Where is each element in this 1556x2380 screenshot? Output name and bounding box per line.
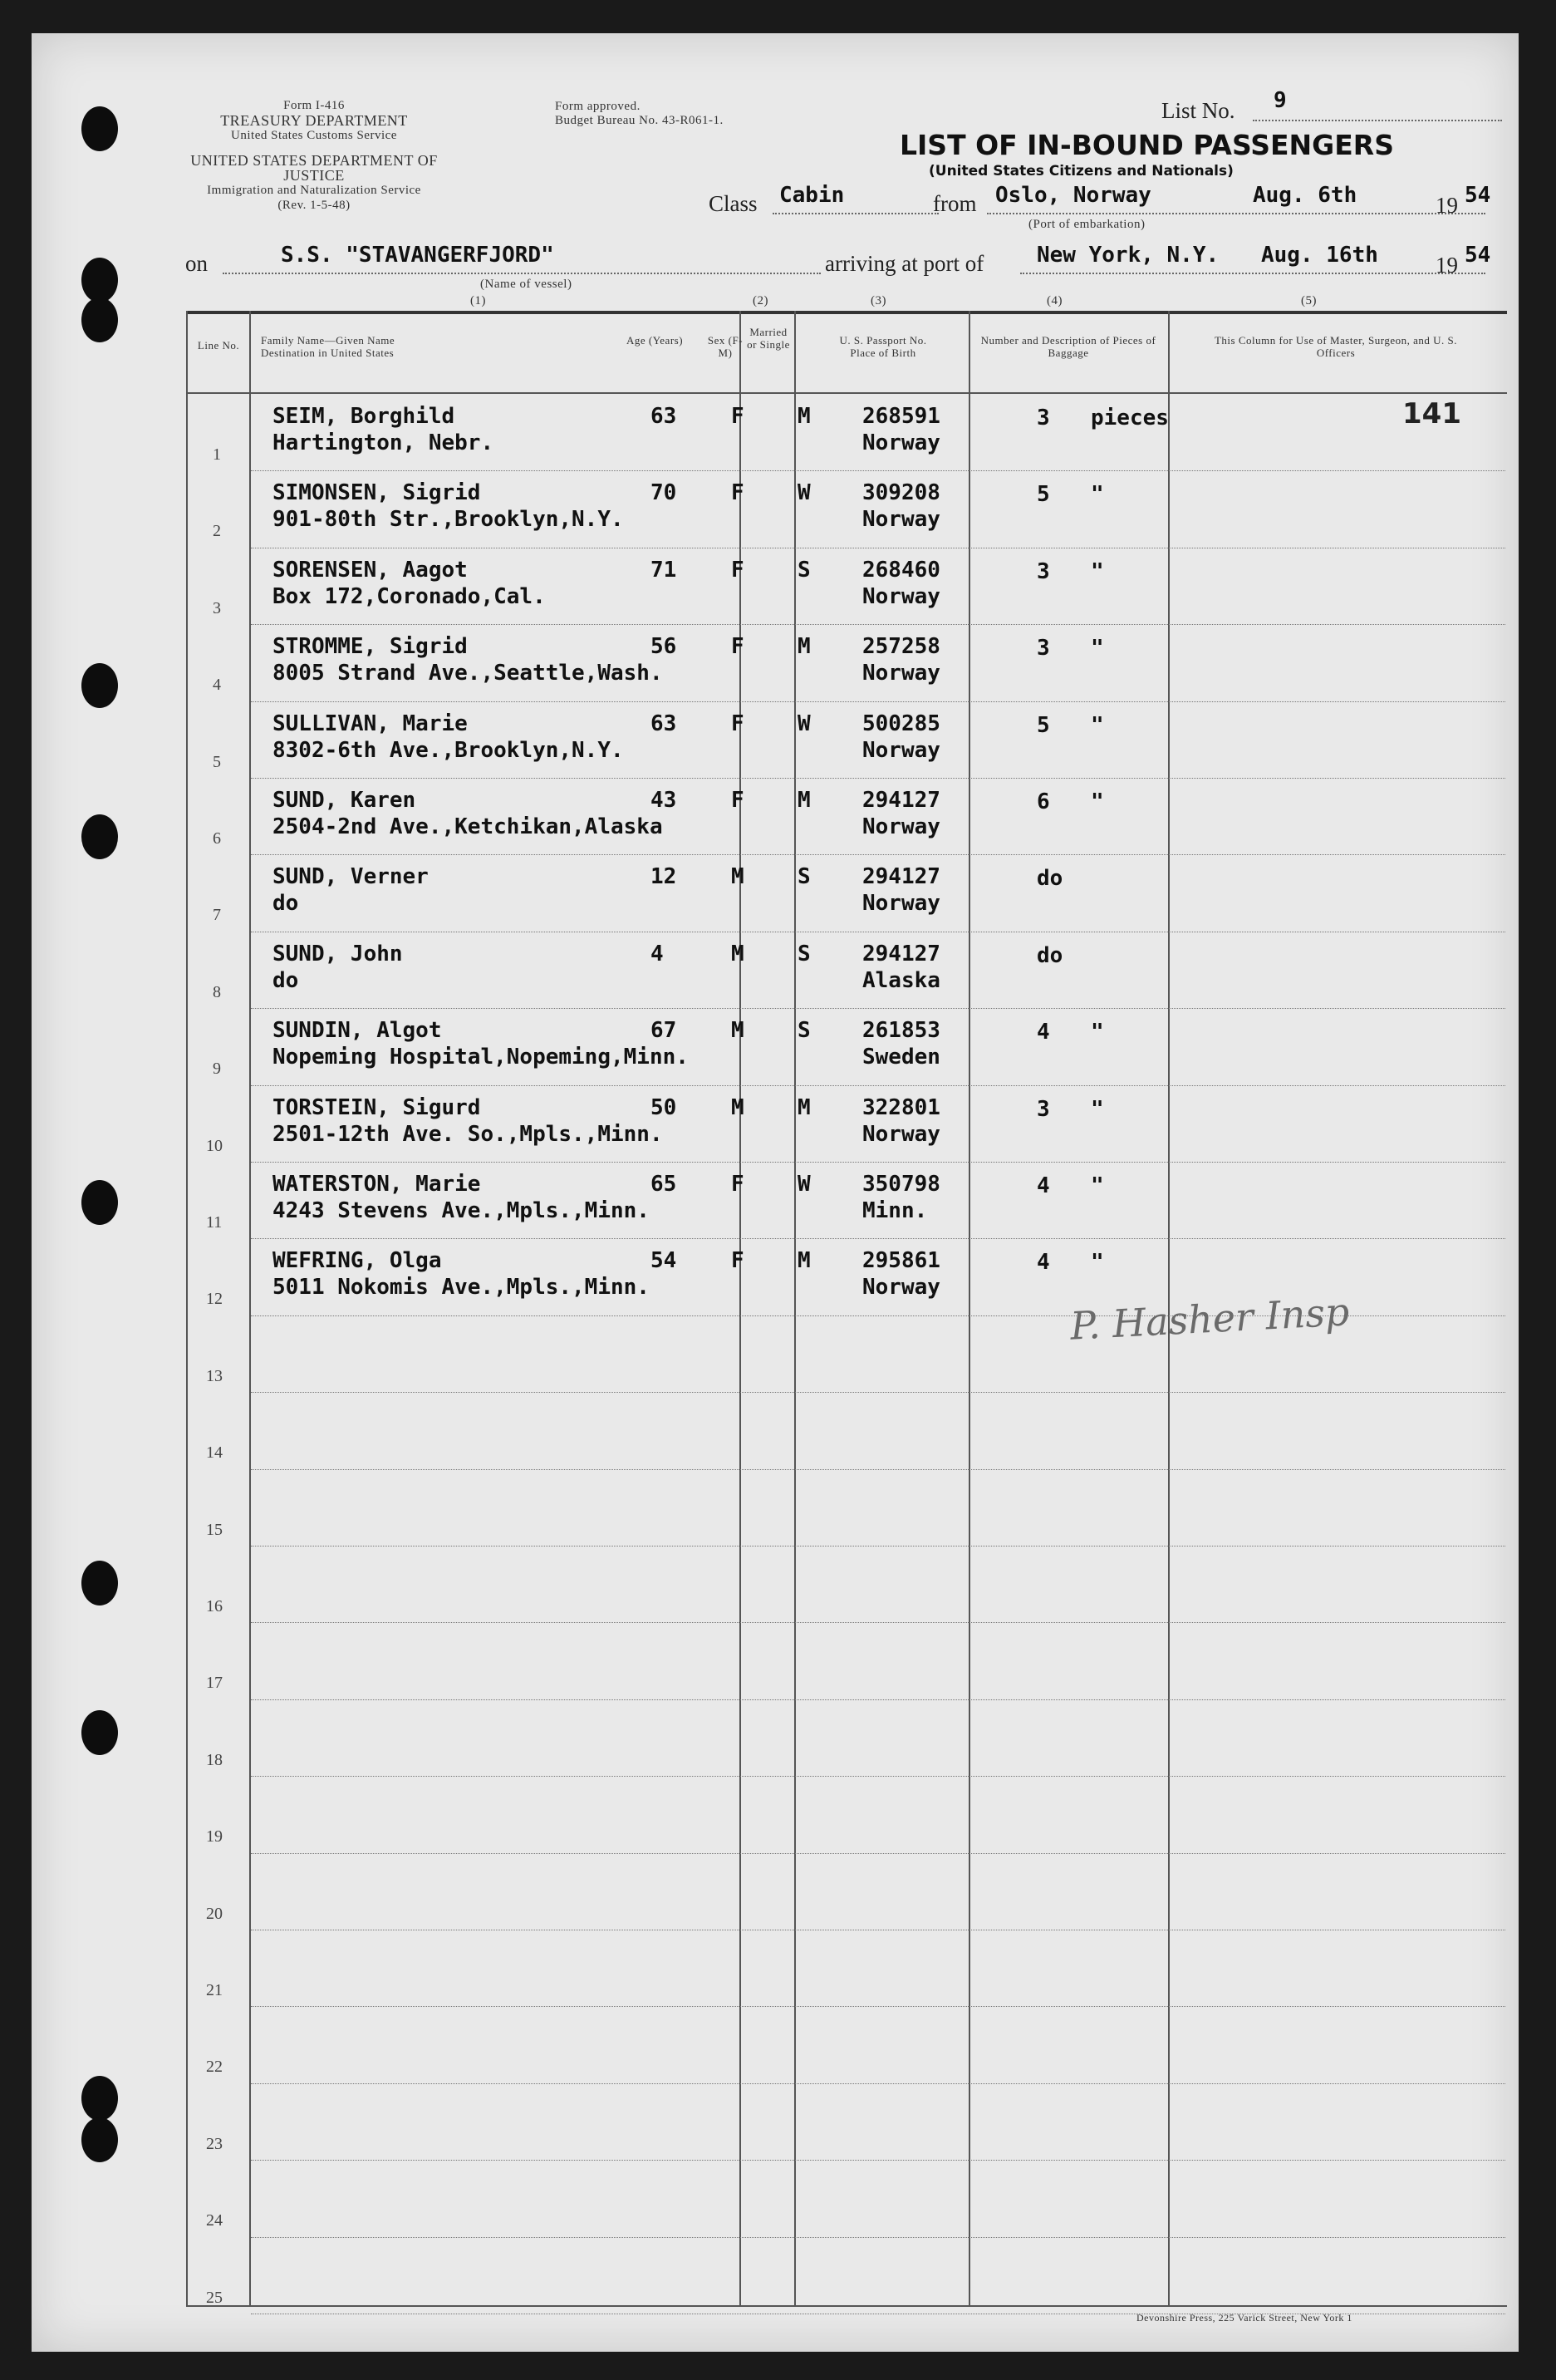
line-number: 20 bbox=[206, 1904, 223, 1923]
baggage-description: " bbox=[1091, 1250, 1104, 1276]
col-number: (3) bbox=[871, 294, 886, 307]
header-sex: Sex (F-M) bbox=[707, 334, 744, 359]
row-rule bbox=[251, 1776, 1505, 1777]
baggage-description: " bbox=[1091, 1173, 1104, 1198]
binder-hole bbox=[81, 2117, 118, 2162]
sex: M bbox=[731, 941, 744, 966]
passenger-name: WATERSTON, Marie bbox=[272, 1172, 481, 1197]
treasury-label: TREASURY DEPARTMENT bbox=[220, 112, 408, 129]
row-rule bbox=[251, 2006, 1505, 2007]
age: 71 bbox=[650, 557, 677, 583]
destination: 2504-2nd Ave.,Ketchikan,Alaska bbox=[272, 814, 663, 839]
marital-status: S bbox=[798, 864, 811, 890]
header-baggage: Number and Description of Pieces of Baggage bbox=[980, 334, 1156, 359]
passport-number: 268460 bbox=[862, 557, 940, 583]
marital-status: W bbox=[798, 480, 811, 506]
destination: do bbox=[272, 891, 299, 917]
baggage-count: 6 bbox=[1037, 789, 1050, 814]
binder-hole bbox=[81, 106, 118, 151]
passport-number: 500285 bbox=[862, 711, 940, 736]
age: 4 bbox=[650, 941, 664, 966]
printer-imprint: Devonshire Press, 225 Varick Street, New York 1 bbox=[1136, 2312, 1352, 2323]
row-rule bbox=[251, 2160, 1505, 2161]
marital-status: W bbox=[798, 711, 811, 736]
list-number: 9 bbox=[1274, 88, 1287, 113]
age: 12 bbox=[650, 864, 677, 890]
birth-place: Norway bbox=[862, 814, 940, 839]
row-rule bbox=[251, 1853, 1505, 1854]
depart-date: Aug. 6th bbox=[1253, 183, 1357, 208]
age: 63 bbox=[650, 404, 677, 429]
binder-hole bbox=[81, 1561, 118, 1606]
line-number: 23 bbox=[206, 2134, 223, 2153]
sex: F bbox=[731, 1248, 744, 1274]
line-number: 1 bbox=[213, 445, 221, 464]
doj-label: UNITED STATES DEPARTMENT OF JUSTICE bbox=[190, 152, 438, 184]
line-number: 15 bbox=[206, 1520, 223, 1539]
table-header-border bbox=[186, 392, 1507, 394]
sex: F bbox=[731, 404, 744, 429]
birth-place: Norway bbox=[862, 891, 940, 917]
form-header-block bbox=[164, 98, 464, 213]
baggage-count: 5 bbox=[1037, 712, 1050, 738]
marital-status: M bbox=[798, 1248, 811, 1274]
baggage-description: " bbox=[1091, 1096, 1104, 1122]
age: 70 bbox=[650, 480, 677, 506]
row-rule bbox=[251, 778, 1505, 779]
customs-label: United States Customs Service bbox=[231, 129, 397, 142]
destination: 4243 Stevens Ave.,Mpls.,Minn. bbox=[272, 1198, 650, 1223]
baggage-count: 4 bbox=[1037, 1173, 1050, 1198]
officer-note: 141 bbox=[1402, 397, 1461, 430]
line-number: 7 bbox=[213, 906, 221, 925]
marital-status: M bbox=[798, 404, 811, 429]
passport-number: 294127 bbox=[862, 788, 940, 813]
port-caption: (Port of embarkation) bbox=[1028, 218, 1146, 231]
row-rule bbox=[251, 1162, 1505, 1163]
passenger-name: SUND, John bbox=[272, 941, 403, 966]
arrive-year-prefix: 19 bbox=[1436, 253, 1458, 278]
ins-label: Immigration and Naturalization Service bbox=[207, 184, 421, 197]
line-number: 24 bbox=[206, 2211, 223, 2230]
list-no-label: List No. bbox=[1161, 98, 1235, 123]
row-rule bbox=[251, 1008, 1505, 1009]
age: 63 bbox=[650, 711, 677, 736]
class-label: Class bbox=[709, 191, 758, 216]
destination: Hartington, Nebr. bbox=[272, 430, 494, 455]
table-top-border bbox=[186, 311, 1507, 314]
baggage-description: " bbox=[1091, 1020, 1104, 1045]
birth-place: Minn. bbox=[862, 1198, 928, 1223]
header-passport bbox=[804, 334, 962, 359]
sex: F bbox=[731, 634, 744, 660]
destination: 8302-6th Ave.,Brooklyn,N.Y. bbox=[272, 737, 624, 763]
binder-hole bbox=[81, 814, 118, 859]
row-rule bbox=[251, 1392, 1505, 1393]
destination: do bbox=[272, 967, 299, 993]
passenger-name: SUNDIN, Algot bbox=[272, 1018, 442, 1044]
line-number: 6 bbox=[213, 829, 221, 848]
depart-year-prefix: 19 bbox=[1436, 193, 1458, 218]
marital-status: M bbox=[798, 788, 811, 813]
line-number: 22 bbox=[206, 2058, 223, 2077]
inspector-signature: P. Hasher Insp bbox=[1068, 1289, 1351, 1349]
passenger-name: STROMME, Sigrid bbox=[272, 634, 468, 660]
sex: M bbox=[731, 1094, 744, 1120]
passenger-name: SUND, Karen bbox=[272, 788, 416, 813]
birth-place: Norway bbox=[862, 583, 940, 609]
header-age: Age (Years) bbox=[626, 334, 684, 347]
class-line bbox=[773, 213, 939, 214]
line-number: 2 bbox=[213, 522, 221, 541]
vessel-caption: (Name of vessel) bbox=[480, 278, 572, 291]
passenger-name: WEFRING, Olga bbox=[272, 1248, 442, 1274]
sex: M bbox=[731, 864, 744, 890]
row-rule bbox=[251, 1699, 1505, 1700]
col-number: (4) bbox=[1047, 294, 1063, 307]
row-rule bbox=[251, 1085, 1505, 1086]
line-number: 17 bbox=[206, 1674, 223, 1693]
age: 50 bbox=[650, 1094, 677, 1120]
arrive-date: Aug. 16th bbox=[1261, 243, 1378, 268]
arriving-label: arriving at port of bbox=[825, 251, 984, 276]
vessel-line bbox=[223, 273, 821, 274]
age: 65 bbox=[650, 1172, 677, 1197]
baggage-description: " bbox=[1091, 712, 1104, 738]
line-number: 21 bbox=[206, 1981, 223, 1999]
baggage-count: do bbox=[1037, 866, 1063, 892]
binder-hole bbox=[81, 663, 118, 708]
arrive-port: New York, N.Y. bbox=[1037, 243, 1220, 268]
age: 67 bbox=[650, 1018, 677, 1044]
baggage-count: 3 bbox=[1037, 558, 1050, 584]
sex: M bbox=[731, 1018, 744, 1044]
vessel-name: S.S. "STAVANGERFJORD" bbox=[281, 243, 554, 268]
passenger-name: SIMONSEN, Sigrid bbox=[272, 480, 481, 506]
header-destination-label: Destination in United States bbox=[261, 347, 395, 359]
line-number: 3 bbox=[213, 598, 221, 617]
sex: F bbox=[731, 788, 744, 813]
row-rule bbox=[251, 1469, 1505, 1470]
birth-place: Norway bbox=[862, 661, 940, 686]
row-rule bbox=[251, 1546, 1505, 1547]
destination: Nopeming Hospital,Nopeming,Minn. bbox=[272, 1045, 689, 1070]
list-no-line bbox=[1253, 120, 1502, 121]
binder-hole bbox=[81, 2076, 118, 2121]
table-bottom-border bbox=[186, 2305, 1507, 2307]
row-rule bbox=[251, 2083, 1505, 2084]
age: 56 bbox=[650, 634, 677, 660]
line-number: 18 bbox=[206, 1750, 223, 1769]
marital-status: M bbox=[798, 1094, 811, 1120]
line-number: 8 bbox=[213, 982, 221, 1001]
passenger-name: SORENSEN, Aagot bbox=[272, 557, 468, 583]
age: 43 bbox=[650, 788, 677, 813]
approval-block bbox=[555, 100, 724, 128]
line-number: 9 bbox=[213, 1060, 221, 1079]
binder-hole bbox=[81, 258, 118, 302]
binder-hole bbox=[81, 298, 118, 342]
baggage-description: " bbox=[1091, 482, 1104, 508]
depart-year: 54 bbox=[1465, 183, 1491, 208]
class-value: Cabin bbox=[779, 183, 845, 208]
line-number: 12 bbox=[206, 1290, 223, 1309]
sex: F bbox=[731, 1172, 744, 1197]
passenger-name: TORSTEIN, Sigurd bbox=[272, 1094, 481, 1120]
passenger-name: SUND, Verner bbox=[272, 864, 429, 890]
passport-number: 350798 bbox=[862, 1172, 940, 1197]
passenger-name: SEIM, Borghild bbox=[272, 404, 455, 429]
destination: 901-80th Str.,Brooklyn,N.Y. bbox=[272, 507, 624, 533]
approved-label: Form approved. bbox=[555, 100, 641, 113]
birth-place: Norway bbox=[862, 1121, 940, 1147]
destination: Box 172,Coronado,Cal. bbox=[272, 583, 546, 609]
row-rule bbox=[251, 1622, 1505, 1623]
line-number: 25 bbox=[206, 2288, 223, 2307]
passport-number: 294127 bbox=[862, 941, 940, 966]
sex: F bbox=[731, 557, 744, 583]
list-subtitle: (United States Citizens and Nationals) bbox=[929, 163, 1234, 179]
row-rule bbox=[251, 470, 1505, 471]
line-number: 14 bbox=[206, 1443, 223, 1463]
baggage-count: 5 bbox=[1037, 482, 1050, 508]
birth-place: Norway bbox=[862, 1275, 940, 1301]
from-line bbox=[987, 213, 1485, 214]
birth-place: Norway bbox=[862, 507, 940, 533]
binder-hole bbox=[81, 1180, 118, 1225]
line-number: 19 bbox=[206, 1827, 223, 1846]
budget-label: Budget Bureau No. 43-R061-1. bbox=[555, 114, 724, 127]
birth-place: Alaska bbox=[862, 967, 940, 993]
arrive-year: 54 bbox=[1465, 243, 1491, 268]
row-rule bbox=[251, 624, 1505, 625]
baggage-count: 3 bbox=[1037, 636, 1050, 661]
header-name bbox=[261, 334, 395, 359]
on-label: on bbox=[185, 251, 208, 276]
birth-place: Sweden bbox=[862, 1045, 940, 1070]
header-birth-label: Place of Birth bbox=[850, 347, 916, 359]
baggage-description: " bbox=[1091, 636, 1104, 661]
marital-status: S bbox=[798, 941, 811, 966]
document-sheet bbox=[32, 33, 1519, 2352]
passport-number: 294127 bbox=[862, 864, 940, 890]
header-officers: This Column for Use of Master, Surgeon, and U. S. Officers bbox=[1214, 334, 1458, 359]
header-passport-label: U. S. Passport No. bbox=[839, 334, 927, 347]
destination: 2501-12th Ave. So.,Mpls.,Minn. bbox=[272, 1121, 663, 1147]
line-number: 4 bbox=[213, 676, 221, 695]
baggage-description: pieces bbox=[1091, 406, 1169, 430]
marital-status: S bbox=[798, 1018, 811, 1044]
col-number: (2) bbox=[753, 294, 768, 307]
passenger-name: SULLIVAN, Marie bbox=[272, 711, 468, 736]
header-married: Married or Single bbox=[747, 326, 790, 351]
birth-place: Norway bbox=[862, 737, 940, 763]
line-number: 5 bbox=[213, 752, 221, 771]
from-label: from bbox=[933, 191, 977, 216]
passport-number: 309208 bbox=[862, 480, 940, 506]
baggage-count: do bbox=[1037, 942, 1063, 968]
from-value: Oslo, Norway bbox=[995, 183, 1151, 208]
birth-place: Norway bbox=[862, 430, 940, 455]
passport-number: 322801 bbox=[862, 1094, 940, 1120]
line-number: 10 bbox=[206, 1136, 223, 1155]
baggage-description: " bbox=[1091, 789, 1104, 814]
line-number: 13 bbox=[206, 1366, 223, 1385]
row-rule bbox=[251, 2237, 1505, 2238]
marital-status: M bbox=[798, 634, 811, 660]
baggage-count: 4 bbox=[1037, 1250, 1050, 1276]
passport-number: 261853 bbox=[862, 1018, 940, 1044]
sex: F bbox=[731, 480, 744, 506]
table-left-border bbox=[186, 311, 188, 2305]
marital-status: W bbox=[798, 1172, 811, 1197]
form-number: Form I-416 bbox=[283, 99, 345, 112]
col-number: (5) bbox=[1301, 294, 1317, 307]
header-name-label: Family Name—Given Name bbox=[261, 334, 395, 347]
marital-status: S bbox=[798, 557, 811, 583]
list-title: LIST OF IN-BOUND PASSENGERS bbox=[900, 129, 1394, 161]
passport-number: 295861 bbox=[862, 1248, 940, 1274]
arrive-line bbox=[1020, 273, 1485, 274]
age: 54 bbox=[650, 1248, 677, 1274]
sex: F bbox=[731, 711, 744, 736]
destination: 5011 Nokomis Ave.,Mpls.,Minn. bbox=[272, 1275, 650, 1301]
col-number: (1) bbox=[470, 294, 486, 307]
header-line-no: Line No. bbox=[197, 339, 240, 352]
baggage-count: 3 bbox=[1037, 406, 1050, 430]
baggage-count: 3 bbox=[1037, 1096, 1050, 1122]
baggage-count: 4 bbox=[1037, 1020, 1050, 1045]
binder-hole bbox=[81, 1710, 118, 1755]
rev-label: (Rev. 1-5-48) bbox=[277, 199, 351, 212]
line-number: 16 bbox=[206, 1597, 223, 1615]
passport-number: 257258 bbox=[862, 634, 940, 660]
destination: 8005 Strand Ave.,Seattle,Wash. bbox=[272, 661, 663, 686]
row-rule bbox=[251, 1238, 1505, 1239]
baggage-description: " bbox=[1091, 558, 1104, 584]
line-number: 11 bbox=[206, 1213, 223, 1232]
passport-number: 268591 bbox=[862, 404, 940, 429]
row-rule bbox=[251, 854, 1505, 855]
row-rule bbox=[251, 701, 1505, 702]
